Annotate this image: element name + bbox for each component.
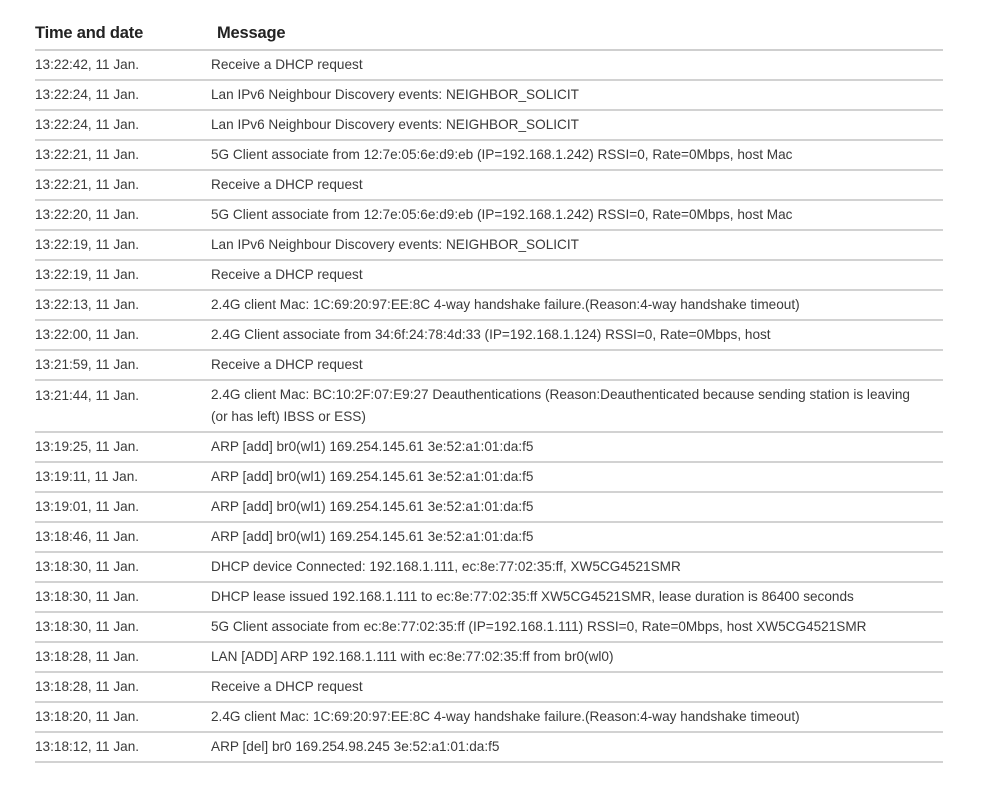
table-row: [35, 110, 943, 140]
table-row: [35, 462, 943, 492]
log-time-cell: 13:18:30, 11 Jan.: [35, 582, 211, 612]
log-message-cell: 2.4G client Mac: 1C:69:20:97:EE:8C 4-way handshake failure.(Reason:4-way handshake timeout): [211, 290, 943, 320]
log-message-cell: Lan IPv6 Neighbour Discovery events: NEIGHBOR_SOLICIT: [211, 110, 943, 140]
table-row: [35, 320, 943, 350]
log-time-cell: 13:18:30, 11 Jan.: [35, 552, 211, 582]
table-header: [35, 18, 943, 50]
log-message-cell: LAN [ADD] ARP 192.168.1.111 with ec:8e:77:02:35:ff from br0(wl0): [211, 642, 943, 672]
table-row: [35, 260, 943, 290]
table-row: [35, 140, 943, 170]
table-row: [35, 230, 943, 260]
log-time-cell: 13:22:21, 11 Jan.: [35, 140, 211, 170]
table-row: [35, 380, 943, 432]
table-row: [35, 522, 943, 552]
event-log-table: [35, 18, 943, 763]
log-time-cell: 13:18:30, 11 Jan.: [35, 612, 211, 642]
log-message-cell: ARP [add] br0(wl1) 169.254.145.61 3e:52:a1:01:da:f5: [211, 522, 943, 552]
log-message-cell: Lan IPv6 Neighbour Discovery events: NEIGHBOR_SOLICIT: [211, 230, 943, 260]
table-body: [35, 50, 943, 762]
log-message-cell: 5G Client associate from 12:7e:05:6e:d9:eb (IP=192.168.1.242) RSSI=0, Rate=0Mbps, host Mac: [211, 140, 943, 170]
log-message-cell: ARP [add] br0(wl1) 169.254.145.61 3e:52:a1:01:da:f5: [211, 432, 943, 462]
log-time-cell: 13:18:46, 11 Jan.: [35, 522, 211, 552]
table-row: [35, 80, 943, 110]
log-time-cell: 13:22:24, 11 Jan.: [35, 110, 211, 140]
table-row: [35, 642, 943, 672]
log-message-cell: ARP [add] br0(wl1) 169.254.145.61 3e:52:a1:01:da:f5: [211, 462, 943, 492]
table-row: [35, 350, 943, 380]
log-time-cell: 13:18:28, 11 Jan.: [35, 672, 211, 702]
log-time-cell: 13:22:13, 11 Jan.: [35, 290, 211, 320]
log-time-cell: 13:22:19, 11 Jan.: [35, 260, 211, 290]
log-message-cell: 2.4G client Mac: 1C:69:20:97:EE:8C 4-way handshake failure.(Reason:4-way handshake timeout): [211, 702, 943, 732]
log-message-cell: Receive a DHCP request: [211, 672, 943, 702]
log-message-cell: 2.4G client Mac: BC:10:2F:07:E9:27 Deauthentications (Reason:Deauthenticated because sending station is leaving (or has left) IBSS or ESS): [211, 380, 943, 432]
log-time-cell: 13:22:21, 11 Jan.: [35, 170, 211, 200]
table-row: [35, 732, 943, 762]
log-time-cell: 13:22:20, 11 Jan.: [35, 200, 211, 230]
log-message-cell: Lan IPv6 Neighbour Discovery events: NEIGHBOR_SOLICIT: [211, 80, 943, 110]
log-message-cell: Receive a DHCP request: [211, 260, 943, 290]
log-message-cell: 5G Client associate from 12:7e:05:6e:d9:eb (IP=192.168.1.242) RSSI=0, Rate=0Mbps, host Mac: [211, 200, 943, 230]
table-row: [35, 200, 943, 230]
log-time-cell: 13:21:44, 11 Jan.: [35, 380, 211, 432]
table-row: [35, 492, 943, 522]
log-time-cell: 13:22:19, 11 Jan.: [35, 230, 211, 260]
message-column-header: Message: [211, 18, 943, 50]
log-message-cell: ARP [del] br0 169.254.98.245 3e:52:a1:01:da:f5: [211, 732, 943, 762]
log-time-cell: 13:22:42, 11 Jan.: [35, 50, 211, 80]
log-message-cell: DHCP lease issued 192.168.1.111 to ec:8e:77:02:35:ff XW5CG4521SMR, lease duration is 86400 seconds: [211, 582, 943, 612]
log-time-cell: 13:19:01, 11 Jan.: [35, 492, 211, 522]
log-message-cell: 2.4G Client associate from 34:6f:24:78:4d:33 (IP=192.168.1.124) RSSI=0, Rate=0Mbps, host: [211, 320, 943, 350]
table-row: [35, 170, 943, 200]
log-message-cell: ARP [add] br0(wl1) 169.254.145.61 3e:52:a1:01:da:f5: [211, 492, 943, 522]
log-time-cell: 13:19:11, 11 Jan.: [35, 462, 211, 492]
table-row: [35, 50, 943, 80]
table-row: [35, 612, 943, 642]
time-column-header: Time and date: [35, 18, 211, 50]
table-row: [35, 702, 943, 732]
table-row: [35, 432, 943, 462]
log-time-cell: 13:18:20, 11 Jan.: [35, 702, 211, 732]
log-time-cell: 13:22:00, 11 Jan.: [35, 320, 211, 350]
table-row: [35, 552, 943, 582]
log-message-cell: Receive a DHCP request: [211, 350, 943, 380]
log-time-cell: 13:19:25, 11 Jan.: [35, 432, 211, 462]
table-row: [35, 582, 943, 612]
log-time-cell: 13:22:24, 11 Jan.: [35, 80, 211, 110]
log-message-cell: Receive a DHCP request: [211, 170, 943, 200]
log-message-cell: 5G Client associate from ec:8e:77:02:35:ff (IP=192.168.1.111) RSSI=0, Rate=0Mbps, host XW5CG4521SMR: [211, 612, 943, 642]
log-time-cell: 13:21:59, 11 Jan.: [35, 350, 211, 380]
table-row: [35, 290, 943, 320]
log-message-cell: DHCP device Connected: 192.168.1.111, ec:8e:77:02:35:ff, XW5CG4521SMR: [211, 552, 943, 582]
table-row: [35, 672, 943, 702]
header-row: [35, 18, 943, 50]
log-time-cell: 13:18:28, 11 Jan.: [35, 642, 211, 672]
log-message-cell: Receive a DHCP request: [211, 50, 943, 80]
log-time-cell: 13:18:12, 11 Jan.: [35, 732, 211, 762]
